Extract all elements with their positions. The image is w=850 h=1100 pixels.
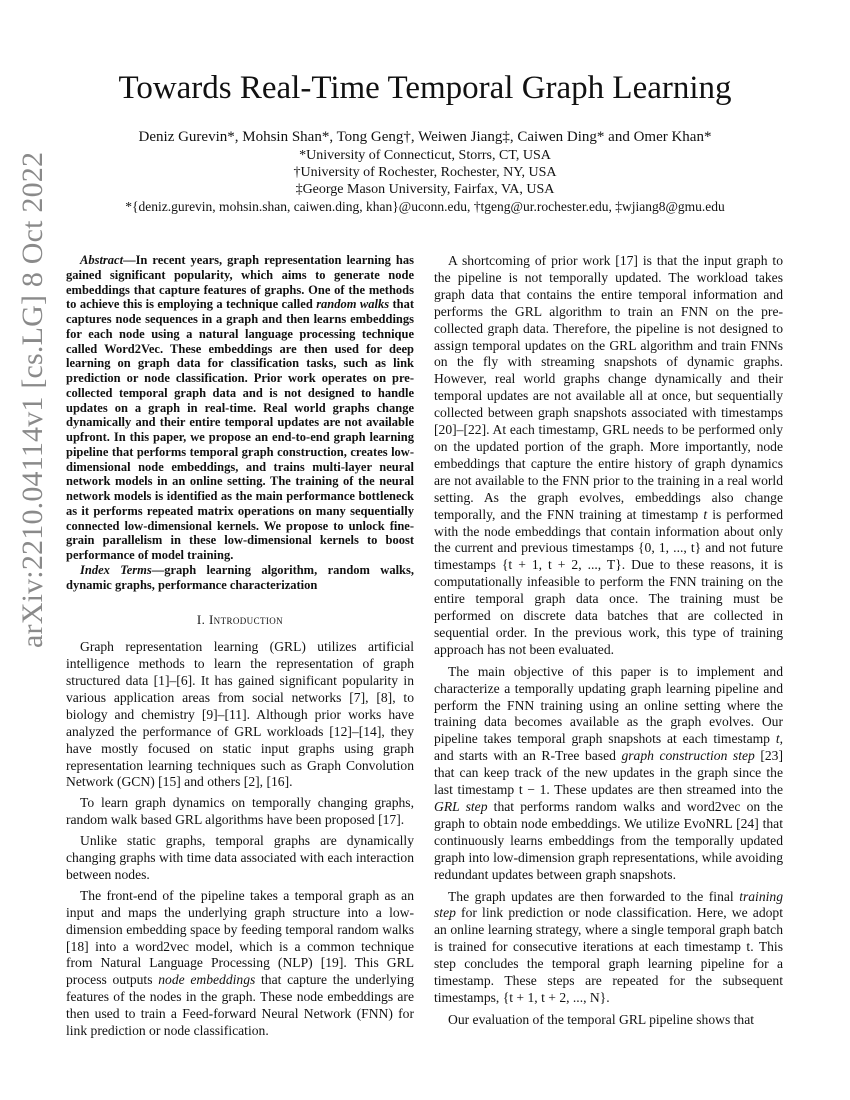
intro-paragraph-1: Graph representation learning (GRL) utilizes artificial intelligence methods to learn the representation of graph structured data [1]–[6]. It has gained significant popularity in various application areas from social networks [7], [8], to biology and chemistry [9]–[11]. Although prior works have analyzed the performance of GRL workloads [12]–[14], they have mostly focused on static input graphs using graph representation learning techniques such as Graph Convolution Network (GCN) [15] and others [2], [16]. — [66, 639, 414, 790]
r3-emphasis: training step — [434, 888, 783, 921]
abstract-text-b: that captures node sequences in a graph and then learns embeddings for each node using a natural language processing technique called Word2Vec. These embeddings are then used for deep learning on graph data for classification tasks, such as link prediction or node classification. Prior work operates on pre-collected temporal graph data and is not designed to handle updates on a graph in real-time. Real world graphs change dynamically and their entire temporal updates are not available upfront. In this paper, we propose an end-to-end graph learning pipeline that performs temporal graph construction, creates low-dimensional node embeddings, and trains multi-layer neural network models in an online setting. The training of the neural network models is identified as the main performance bottleneck as it performs repeated matrix operations on many sequentially connected low-dimensional kernels. We propose to unlock fine-grain parallelism in these low-dimensional kernels to boost performance of model training. — [66, 297, 414, 562]
abstract — [66, 253, 414, 563]
r1-text-b: is performed with the node embeddings that contain information about only the current and previous timestamps {0, 1, ..., t} and not future timestamps {t + 1, t + 2, ..., T}. Due to these reasons, it is computationally infeasible to perform the FNN training on the entire temporal graph data once. The training must be performed on discrete data batches that are collected in sequential order. In the previous work, this type of training approach has not been evaluated. — [434, 506, 783, 657]
index-terms — [66, 563, 414, 593]
affiliation-uconn: *University of Connecticut, Storrs, CT, USA — [299, 148, 551, 163]
p4-text-a: The front-end of the pipeline takes a temporal graph as an input and maps the underlying graph structure into a low-dimension embedding space by feeding temporal random walks [18] into a word2vec model, which is a common technique from Natural Language Processing (NLP) [19]. This GRL process outputs — [66, 887, 414, 988]
intro-paragraph-3: Unlike static graphs, temporal graphs are dynamically changing graphs with time data associated with each interaction between nodes. — [66, 833, 414, 882]
right-paragraph-2 — [434, 664, 783, 884]
paper-title: Towards Real-Time Temporal Graph Learning — [118, 70, 732, 106]
r3-text-a: The graph updates are then forwarded to the final — [448, 888, 740, 904]
index-terms-text: —graph learning algorithm, random walks, dynamic graphs, performance characterization — [66, 562, 414, 592]
r2-text-d: that performs random walks and word2vec on the graph to obtain node embeddings. We utilize EvoNRL [24] that continuously learns embeddings from the temporally updated graph into low-dimension graph representations, while avoiding redundant updates between graph snapshots. — [434, 799, 784, 882]
right-paragraph-3 — [434, 889, 783, 1007]
r2-text-a: The main objective of this paper is to implement and characterize a temporally updating graph learning pipeline and perform the FNN training using an online setting where the training data becomes available as the graph evolves. Our pipeline takes temporal graph snapshots at each timestamp — [434, 663, 783, 747]
section-number: I. — [196, 612, 206, 628]
r2-text-c: [23] that can keep track of the new updates in the graph since the last timestamp t − 1. These updates are then streamed into the — [434, 748, 783, 798]
affiliation-rochester: †University of Rochester, Rochester, NY, USA — [293, 165, 557, 180]
abstract-label: Abstract — [80, 253, 124, 267]
index-terms-label: Index Terms — [80, 562, 152, 577]
r1-math-t: t — [703, 506, 708, 522]
affiliation-gmu: ‡George Mason University, Fairfax, VA, USA — [295, 182, 555, 197]
r3-text-b: for link prediction or node classification. Here, we adopt an online learning strategy, where a single temporal graph batch is trained for consecutive iterations at each timestamp t. This step concludes the temporal graph learning pipeline for a timestamp. These steps are repeated for the subsequent timestamps, {t + 1, t + 2, ..., N}. — [434, 905, 783, 1005]
right-paragraph-1 — [434, 253, 783, 659]
p4-text-b: that capture the underlying features of the nodes in the graph. These node embeddings are then used to train a Feed-forward Neural Network (FNN) for link prediction or node classification. — [66, 972, 414, 1039]
section-heading-introduction — [66, 612, 414, 629]
section-title: Introduction — [208, 612, 284, 628]
r2-emphasis-2: GRL step — [434, 799, 488, 814]
right-paragraph-4: Our evaluation of the temporal GRL pipeline shows that — [448, 1011, 755, 1027]
r2-text-b: , and starts with an R-Tree based — [434, 731, 783, 764]
author-emails: *{deniz.gurevin, mohsin.shan, caiwen.ding, khan}@uconn.edu, †tgeng@ur.rochester.edu, ‡wjiang8@gmu.edu — [125, 199, 725, 214]
arxiv-identifier-stamp: arXiv:2210.04114v1 [cs.LG] 8 Oct 2022 — [16, 151, 49, 648]
left-column — [66, 253, 414, 1044]
intro-paragraph-4 — [66, 888, 414, 1040]
abstract-emphasis: random walks — [316, 297, 390, 312]
r1-text-a: A shortcoming of prior work [17] is that the input graph to the pipeline is not temporally updated. The workload takes graph data that contains the entire temporal information and performs the GRL algorithm to train an FNN on the pre-collected graph data. Therefore, the pipeline is not designed to assign temporal updates on the GRL algorithm and train FNNs on the fly with streaming snapshots of dynamic graphs. However, real world graphs change dynamically and their temporal updates are not available all at once, but sequentially collected between graph snapshots associated with timestamps [20]–[22]. At each timestamp, GRL needs to be performed only on the updated portion of the graph. More importantly, node embeddings that capture the entire history of graph dynamics are not available to the FNN prior to the training in a real world setting. As the graph evolves, embeddings also change temporally, and the FNN training at timestamp — [434, 253, 783, 522]
right-column — [434, 253, 783, 1034]
abstract-text-a: —In recent years, graph representation learning has gained significant popularity, which aims to generate node embeddings that capture features of graphs. One of the methods to achieve this is employing a technique called — [66, 253, 414, 312]
intro-paragraph-2: To learn graph dynamics on temporally changing graphs, random walk based GRL algorithms have been proposed [17]. — [66, 795, 414, 828]
p4-emphasis: node embeddings — [158, 972, 256, 988]
r2-math-t: t — [775, 731, 780, 747]
r2-emphasis-1: graph construction step — [621, 748, 755, 764]
author-list: Deniz Gurevin*, Mohsin Shan*, Tong Geng†, Weiwen Jiang‡, Caiwen Ding* and Omer Khan* — [138, 129, 712, 145]
